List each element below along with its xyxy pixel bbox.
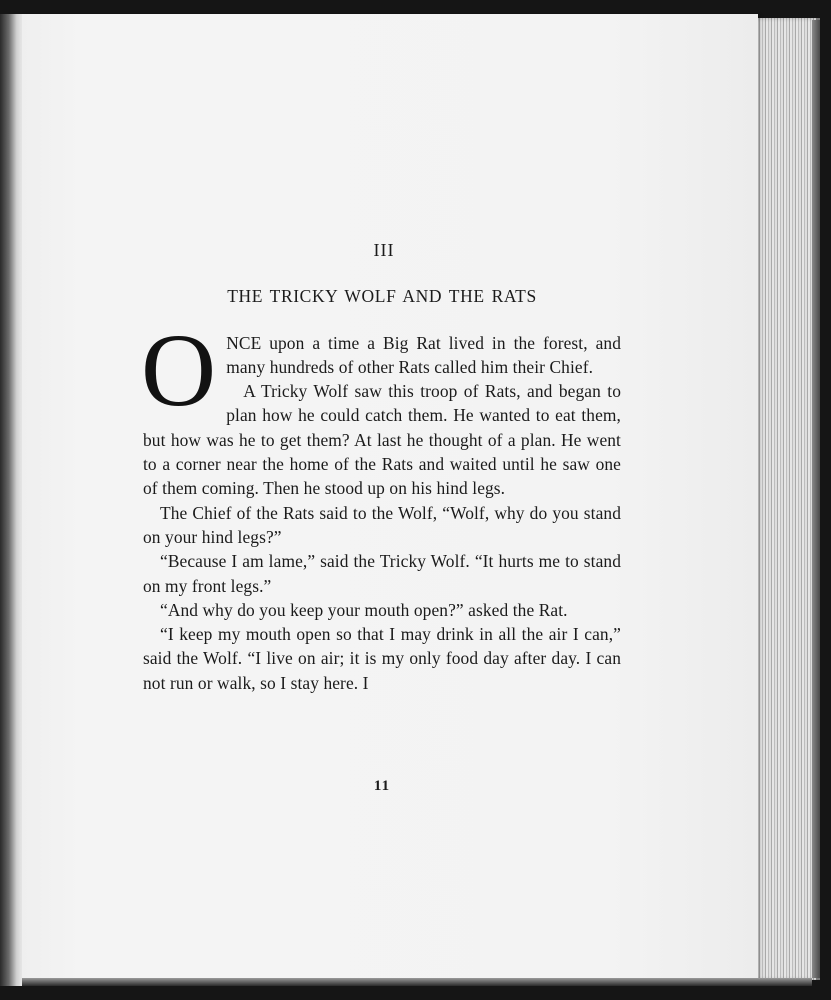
- page-edges: [748, 18, 820, 980]
- paragraph-1: [141, 312, 621, 428]
- paragraph-2: A Tricky Wolf saw this troop of Rats, and began to plan how he could catch them. He wanted to eat them, but how was he to get them? At last he thought of a plan. He went to a corner near the home of the Rats and waited until he saw one of them coming. Then he stood up on his hind legs.: [143, 381, 621, 499]
- paragraph-3: The Chief of the Rats said to the Wolf, “Wolf, why do you stand on your hind legs?”: [143, 502, 621, 547]
- drop-cap: O: [141, 312, 217, 428]
- page-text: [143, 238, 621, 695]
- cover-edge: [812, 20, 820, 978]
- paragraph-5: “And why do you keep your mouth open?” asked the Rat.: [160, 599, 568, 620]
- paragraph-6: “I keep my mouth open so that I may drink in all the air I can,” said the Wolf. “I live on air; it is my only food day after day. I can not run or walk, so I stay here. I: [143, 624, 621, 693]
- chapter-number: III: [373, 240, 395, 260]
- paragraph-1-text: NCE upon a time a Big Rat lived in the forest, and many hundreds of other Rats called him their Chief.: [226, 332, 621, 377]
- chapter-title: THE TRICKY WOLF AND THE RATS: [227, 286, 537, 307]
- page-bottom-shadow: [22, 978, 812, 986]
- page-number: 11: [373, 778, 391, 794]
- paragraph-4: “Because I am lame,” said the Tricky Wolf. “It hurts me to stand on my front legs.”: [143, 551, 621, 596]
- binding-edge: [0, 14, 22, 986]
